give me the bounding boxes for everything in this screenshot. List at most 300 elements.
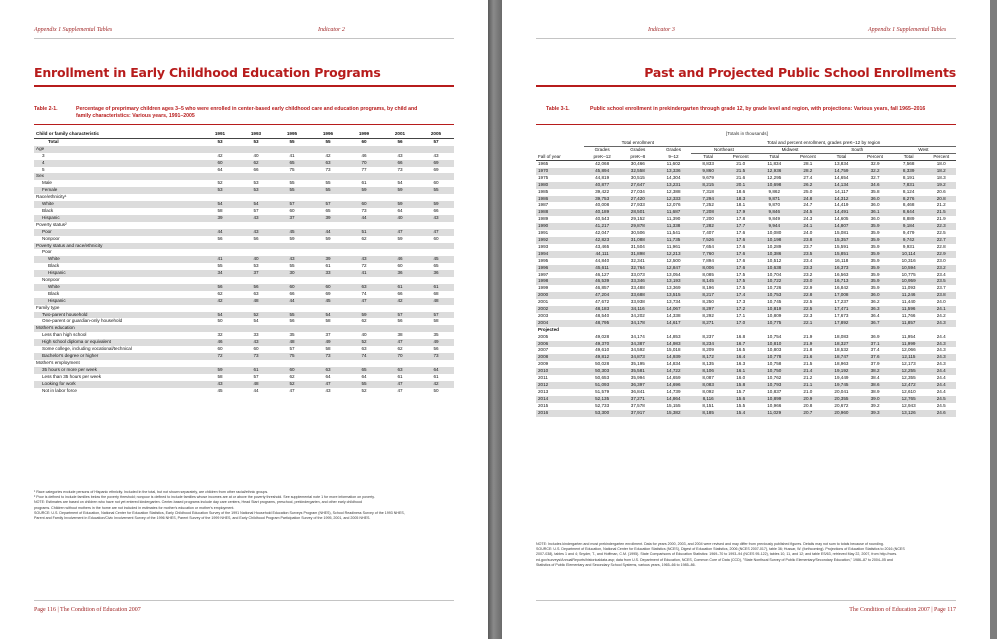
table-cell: 54 xyxy=(310,312,346,319)
row-label: Black xyxy=(42,207,54,213)
table-cell: 24.5 xyxy=(936,402,946,408)
table-cell: 18,747 xyxy=(824,354,860,361)
table-cell: 44 xyxy=(274,298,310,305)
note-line: NOTE: Estimates are based on children who have not yet entered kindergarten. Center-based programs include day care centers, Head Start programs, preschool, prekindergarten, and other early childhood xyxy=(34,500,363,505)
table-cell: 43 xyxy=(238,229,274,236)
table-cell xyxy=(238,173,274,180)
column-header-year: 2005 xyxy=(418,131,454,138)
table-cell: 39.2 xyxy=(870,402,880,408)
table-cell: 8,116 xyxy=(691,396,725,403)
table-row xyxy=(536,272,956,279)
caption-rule xyxy=(536,124,956,125)
table-row xyxy=(34,284,454,291)
table-cell: 22.5 xyxy=(803,299,813,305)
row-label: Race/ethnicity¹ xyxy=(36,194,67,200)
table-cell xyxy=(274,249,310,256)
table-cell: 23.3 xyxy=(792,265,823,272)
table-cell: 24.3 xyxy=(926,320,956,327)
table-cell: 35.9 xyxy=(870,271,880,277)
column-header-year: 1996 xyxy=(310,131,346,138)
table-cell: 52 xyxy=(217,180,223,186)
table-cell: 21.1 xyxy=(792,382,823,389)
table-cell: 55 xyxy=(289,263,295,269)
table-cell: 21.8 xyxy=(803,347,813,353)
table-cell: 35 xyxy=(289,332,295,338)
table-cell: 16.3 xyxy=(736,361,746,367)
row-year: 2006 xyxy=(536,341,584,348)
table-cell: 8,006 xyxy=(691,265,725,272)
table-cell: 8,237 xyxy=(702,333,714,339)
row-year: 2004 xyxy=(536,320,584,327)
table-cell: 72 xyxy=(202,353,238,360)
table-cell: 48 xyxy=(274,339,310,346)
table-cell: 19.2 xyxy=(926,182,956,189)
table-cell: 41,217 xyxy=(584,223,620,230)
table-cell: 48,795 xyxy=(584,320,620,327)
table-cell xyxy=(238,222,274,229)
table-cell: 40,189 xyxy=(584,209,620,216)
table-cell: 8,468 xyxy=(902,202,915,208)
table-cell: 20.8 xyxy=(803,402,813,408)
table-cell xyxy=(418,146,454,153)
enrollment-projection-table xyxy=(536,140,956,417)
table-cell: 43 xyxy=(433,152,439,158)
row-year: 1997 xyxy=(538,271,549,277)
table-cell: 8,145 xyxy=(691,278,725,285)
table-row xyxy=(536,182,956,189)
table-cell: 10,638 xyxy=(756,265,792,272)
table-cell: 73 xyxy=(361,207,367,213)
table-cell: 54 xyxy=(202,201,238,208)
row-year: 1989 xyxy=(538,216,549,222)
table-cell: 17.6 xyxy=(736,230,746,236)
table-cell: 13,054 xyxy=(666,271,681,277)
table-cell: 8,185 xyxy=(691,410,725,417)
table-section-row xyxy=(34,222,454,229)
row-label: Female xyxy=(34,187,202,194)
table-cell: 15.8 xyxy=(725,382,756,389)
table-cell: 8,215 xyxy=(691,182,725,189)
table-cell: 8,234 xyxy=(691,341,725,348)
table-cell: 47 xyxy=(382,339,418,346)
table-cell: 20,672 xyxy=(834,402,849,408)
projected-section-row xyxy=(536,327,956,334)
table-cell: 47 xyxy=(289,387,295,393)
table-row xyxy=(536,299,956,306)
table-cell: 56 xyxy=(289,318,295,324)
table-row xyxy=(536,313,956,320)
table-cell xyxy=(346,360,382,367)
table-cell: 52,733 xyxy=(595,402,610,408)
row-year: 1986 xyxy=(536,196,584,203)
table-cell: 53 xyxy=(217,138,223,144)
table-cell xyxy=(418,194,454,201)
table-cell: 7,407 xyxy=(702,230,714,236)
table-cell: 56 xyxy=(217,235,223,241)
table-cell: 8,135 xyxy=(702,361,714,367)
table-cell: 31,898 xyxy=(620,251,656,258)
table-row xyxy=(34,291,454,298)
table-cell: 47 xyxy=(346,298,382,305)
table-cell: 12,066 xyxy=(901,347,916,353)
table-cell: 37.1 xyxy=(859,341,890,348)
table-cell: 61 xyxy=(418,284,454,291)
table-cell: 35.9 xyxy=(859,265,890,272)
header-midwest: Midwest xyxy=(756,147,823,154)
table-cell: 24.3 xyxy=(936,347,946,353)
table-cell: 63 xyxy=(361,346,367,352)
table-row xyxy=(536,251,956,258)
table-row xyxy=(34,318,454,325)
table-cell: 36,397 xyxy=(620,382,656,389)
table-cell: 59 xyxy=(397,235,403,241)
table-cell: 64 xyxy=(217,166,223,172)
table-cell: 75 xyxy=(289,166,295,172)
table-cell: 13,369 xyxy=(666,285,681,291)
table-cell: 9,846 xyxy=(756,209,792,216)
table-cell: 10,809 xyxy=(767,312,782,318)
table-cell: 7,282 xyxy=(691,223,725,230)
table-cell: 16,842 xyxy=(834,285,849,291)
table-row xyxy=(34,229,454,236)
table-cell: 10,758 xyxy=(767,361,782,367)
table-cell: 64 xyxy=(361,373,367,379)
row-label: Family type xyxy=(36,304,60,310)
table-cell: 44,840 xyxy=(595,257,610,263)
row-label: High school diploma or equivalent xyxy=(34,339,202,346)
table-cell xyxy=(346,243,382,250)
table-cell: 7,252 xyxy=(702,202,714,208)
table-title-line1: Percentage of preprimary children ages 3–5 who were enrolled in center-based early childhood care and education programs, by child and xyxy=(76,106,418,112)
table-row xyxy=(34,263,454,270)
table-cell: 50 xyxy=(433,387,439,393)
column-header-year: 1999 xyxy=(346,131,382,138)
table-cell: 35.8 xyxy=(870,188,880,194)
table-cell: 32.7 xyxy=(870,174,880,180)
table-cell: 63 xyxy=(382,367,418,374)
table-cell: 21.9 xyxy=(936,216,946,222)
table-cell: 14,983 xyxy=(656,341,692,348)
table-cell: 9,184 xyxy=(891,223,927,230)
table-cell: 65 xyxy=(274,160,310,167)
note-line: ed.gov/surveys/AnnualReports/historicaldata.asp; data from U.S. Department of Education, NCES, Common Core of Data (CCD), "State Nonfiscal Survey of Public Elementary/Secondary Education," 1986–87 to 2004–05 and xyxy=(536,557,893,562)
table-cell: 9,931 xyxy=(902,243,915,249)
note-line: Parent and Family Involvement in Education/Civic Involvement Survey of the 1996 NHES, Parent Survey of the 1999 NHES, and Early Childhood Program Participation Survey of the 1995, 2001, and 2005 NHES. xyxy=(34,516,371,521)
table-cell: 75 xyxy=(274,353,310,360)
table-cell: 11,246 xyxy=(891,292,927,299)
table-cell xyxy=(418,249,454,256)
table-cell: 33,073 xyxy=(630,271,645,277)
header-prek12: preK–12 xyxy=(584,154,620,161)
table-cell: 43 xyxy=(202,381,238,388)
column-header-year: 2001 xyxy=(382,131,418,138)
table-cell: 11,390 xyxy=(666,216,681,222)
table-cell: 35.9 xyxy=(870,230,880,236)
table-cell: 55 xyxy=(217,263,223,269)
row-label: Total xyxy=(48,138,59,144)
table-cell: 40 xyxy=(238,256,274,263)
table-cell xyxy=(238,243,274,250)
table-cell: 24.5 xyxy=(792,209,823,216)
table-cell: 49 xyxy=(310,339,346,346)
row-label: Black xyxy=(48,263,60,269)
table-cell xyxy=(310,146,346,153)
table-cell: 14,722 xyxy=(656,368,692,375)
table-cell: 15.6 xyxy=(725,396,756,403)
table-cell: 24.2 xyxy=(936,312,946,318)
table-cell: 22.8 xyxy=(936,243,946,249)
table-cell: 14,491 xyxy=(824,209,860,216)
row-label: Looking for work xyxy=(34,381,202,388)
table-cell: 53 xyxy=(253,180,259,186)
table-cell: 37.9 xyxy=(870,361,880,367)
table-row xyxy=(536,306,956,313)
table-cell: 73 xyxy=(418,353,454,360)
table-cell: 12,472 xyxy=(891,382,927,389)
header-south: South xyxy=(824,147,891,154)
table-cell xyxy=(202,360,238,367)
table-cell: 45 xyxy=(274,229,310,236)
row-year: 1965 xyxy=(538,161,549,166)
table-cell: 69 xyxy=(325,290,331,296)
table-cell: 40 xyxy=(253,152,259,158)
table-cell xyxy=(382,243,418,250)
table-row xyxy=(536,292,956,299)
table-cell: 74 xyxy=(346,353,382,360)
table-cell: 45 xyxy=(217,387,223,393)
table-cell: 11,961 xyxy=(666,243,681,249)
table-cell xyxy=(238,249,274,256)
table-cell: 52 xyxy=(238,312,274,319)
table-cell: 21.9 xyxy=(803,333,813,339)
table-cell: 38.4 xyxy=(870,375,880,381)
table-cell: 9,479 xyxy=(902,230,915,236)
table-row xyxy=(536,244,956,251)
table-cell: 15,591 xyxy=(834,243,849,249)
running-head-right: Appendix 1 Supplemental Tables xyxy=(868,27,947,33)
table-cell: 40,008 xyxy=(595,202,610,208)
table-cell: 9,679 xyxy=(702,174,714,180)
table-cell: 59 xyxy=(418,201,454,208)
table-cell xyxy=(310,325,346,332)
table-cell: 59 xyxy=(346,312,382,319)
table-cell xyxy=(202,277,238,284)
table-cell: 12,115 xyxy=(891,354,927,361)
column-header-year: 1993 xyxy=(238,131,274,138)
table-cell xyxy=(202,146,238,153)
table-cell: 61 xyxy=(238,367,274,374)
table-cell: 61 xyxy=(382,284,418,291)
table-cell: 21.0 xyxy=(803,388,813,394)
table-cell: 14,338 xyxy=(666,312,681,318)
table-cell xyxy=(382,194,418,201)
table-cell: 8,196 xyxy=(702,285,714,291)
header-prek8: preK–8 xyxy=(620,154,656,161)
table-cell: 14,605 xyxy=(834,216,849,222)
table-cell: 36,841 xyxy=(630,388,645,394)
table-cell: 23.5 xyxy=(792,251,823,258)
table-cell xyxy=(310,173,346,180)
table-cell: 55 xyxy=(289,180,295,186)
table-cell: 16,118 xyxy=(834,257,849,263)
table-cell: 22.8 xyxy=(792,292,823,299)
table-cell: 17.6 xyxy=(725,237,756,244)
table-cell: 12,388 xyxy=(666,188,681,194)
table-cell: 14,419 xyxy=(834,202,849,208)
row-label: Not in labor force xyxy=(42,387,77,393)
table-row xyxy=(34,388,454,395)
table-cell: 18.2 xyxy=(926,168,956,175)
table-cell: 36.0 xyxy=(870,202,880,208)
table-cell: 10,704 xyxy=(767,271,782,277)
note-line: programs. Children without mothers in the home are not included in estimates for mother's education or mother's employment. xyxy=(34,505,235,510)
table-row xyxy=(34,346,454,353)
table-cell: 37 xyxy=(274,215,310,222)
table-cell: 22.3 xyxy=(803,312,813,318)
column-header-characteristic: Child or family characteristic xyxy=(34,131,202,138)
table-cell: 24.4 xyxy=(936,333,946,339)
table-cell: 12,255 xyxy=(891,368,927,375)
table-cell: 55 xyxy=(325,180,331,186)
table-cell: 32.2 xyxy=(859,168,890,175)
table-cell: 22.1 xyxy=(792,320,823,327)
table-cell: 62 xyxy=(397,346,403,352)
table-cell: 11,093 xyxy=(901,285,916,291)
table-cell: 32 xyxy=(217,332,223,338)
header-total: Total xyxy=(756,154,792,161)
table-cell: 8,833 xyxy=(702,161,714,166)
table-cell: 10,810 xyxy=(756,341,792,348)
table-cell: 35.9 xyxy=(859,278,890,285)
header-west: West xyxy=(891,147,956,154)
table-row xyxy=(34,332,454,339)
table-cell: 52 xyxy=(346,339,382,346)
header-percent: Percent xyxy=(725,154,756,161)
table-cell xyxy=(202,173,238,180)
table-cell xyxy=(274,325,310,332)
header-rule xyxy=(34,38,454,39)
row-year: 1994 xyxy=(536,251,584,258)
table-cell: 22.7 xyxy=(926,237,956,244)
table-cell: 17.2 xyxy=(725,306,756,313)
table-cell: 28.1 xyxy=(803,161,813,166)
table-cell: 53 xyxy=(238,187,274,194)
table-row xyxy=(34,312,454,319)
table-cell: 14,807 xyxy=(824,223,860,230)
table-cell: 12,355 xyxy=(901,375,916,381)
table-cell: 17.1 xyxy=(736,312,746,318)
table-cell: 42 xyxy=(217,152,223,158)
header-grades: Grades xyxy=(630,147,646,153)
table-cell: 45 xyxy=(418,256,454,263)
table-cell: 11,541 xyxy=(666,230,681,236)
table-cell: 12,610 xyxy=(901,388,916,394)
table-cell: 9,870 xyxy=(768,202,781,208)
table-row xyxy=(536,361,956,368)
table-cell: 18.3 xyxy=(936,174,946,180)
table-cell xyxy=(238,305,274,312)
table-cell: 39.0 xyxy=(859,396,890,403)
table-cell: 11,338 xyxy=(656,223,692,230)
table-cell xyxy=(310,249,346,256)
note-line: Statistics of Public Elementary and Secondary School Systems, various years, 1965–66 to 1985–86. xyxy=(536,562,696,567)
table-cell: 55 xyxy=(418,187,454,194)
table-cell: 33,488 xyxy=(630,285,645,291)
table-row xyxy=(536,375,956,382)
table-cell: 14,864 xyxy=(656,396,692,403)
table-cell: 7,294 xyxy=(691,196,725,203)
table-cell xyxy=(238,277,274,284)
table-notes xyxy=(34,490,454,521)
table-cell: 7,654 xyxy=(702,243,714,249)
table-row xyxy=(536,202,956,209)
table-cell: 33,938 xyxy=(630,299,645,305)
page-title: Past and Projected Public School Enrollments xyxy=(644,65,956,80)
table-cell: 11,687 xyxy=(656,209,692,216)
table-cell: 8,124 xyxy=(902,188,915,194)
table-cell: 33,346 xyxy=(620,278,656,285)
table-subtitle: [Totals in thousands] xyxy=(726,131,768,136)
table-cell: 40,877 xyxy=(584,182,620,189)
table-cell: 23.2 xyxy=(803,271,813,277)
table-cell: 38.2 xyxy=(859,368,890,375)
table-cell: 20.8 xyxy=(926,196,956,203)
table-cell: 50,653 xyxy=(595,375,610,381)
table-cell: 30,506 xyxy=(630,230,645,236)
table-cell: 35,994 xyxy=(630,375,645,381)
table-cell: 7,208 xyxy=(691,209,725,216)
table-cell: 35,581 xyxy=(620,368,656,375)
table-cell: 8,106 xyxy=(691,368,725,375)
row-label: Less than high school xyxy=(42,332,87,338)
header-total: Total xyxy=(691,154,725,161)
table-cell xyxy=(418,325,454,332)
table-notes xyxy=(536,542,956,568)
table-cell: 24.5 xyxy=(926,396,956,403)
table-cell xyxy=(346,277,382,284)
table-section-row xyxy=(34,243,454,250)
table-cell: 17.5 xyxy=(736,271,746,277)
note-line: SOURCE: U.S. Department of Education, National Center for Education Statistics, Early Childhood Education Survey of the 1991 National Household Education Surveys Program (NHES), School Readiness Survey of the 1993 NHES, xyxy=(34,510,405,515)
header-grades: Grades xyxy=(665,147,682,153)
table-cell: 69 xyxy=(433,166,439,172)
table-cell: 11,029 xyxy=(756,410,792,417)
row-year: 2015 xyxy=(538,402,549,408)
table-cell: 33 xyxy=(253,332,259,338)
table-cell: 12,213 xyxy=(656,251,692,258)
table-cell: 24.4 xyxy=(936,388,946,394)
table-cell: 8,083 xyxy=(691,382,725,389)
table-cell: 56 xyxy=(433,346,439,352)
table-cell: 24.6 xyxy=(926,410,956,417)
row-label: White xyxy=(34,256,202,263)
table-cell: 24.0 xyxy=(936,299,946,305)
title-rule xyxy=(34,85,454,87)
row-year: 2012 xyxy=(536,382,584,389)
table-cell: 24.1 xyxy=(926,306,956,313)
table-cell: 10,966 xyxy=(767,402,782,408)
table-cell xyxy=(346,222,382,229)
table-cell: 46 xyxy=(382,256,418,263)
header-total: Total xyxy=(824,154,860,161)
table-cell: 9,742 xyxy=(891,237,927,244)
table-cell: 16.1 xyxy=(725,368,756,375)
table-cell: 17.9 xyxy=(725,209,756,216)
table-cell: 36 xyxy=(382,270,418,277)
table-cell: 34,178 xyxy=(620,320,656,327)
table-cell xyxy=(346,305,382,312)
table-cell: 14,117 xyxy=(834,188,849,194)
